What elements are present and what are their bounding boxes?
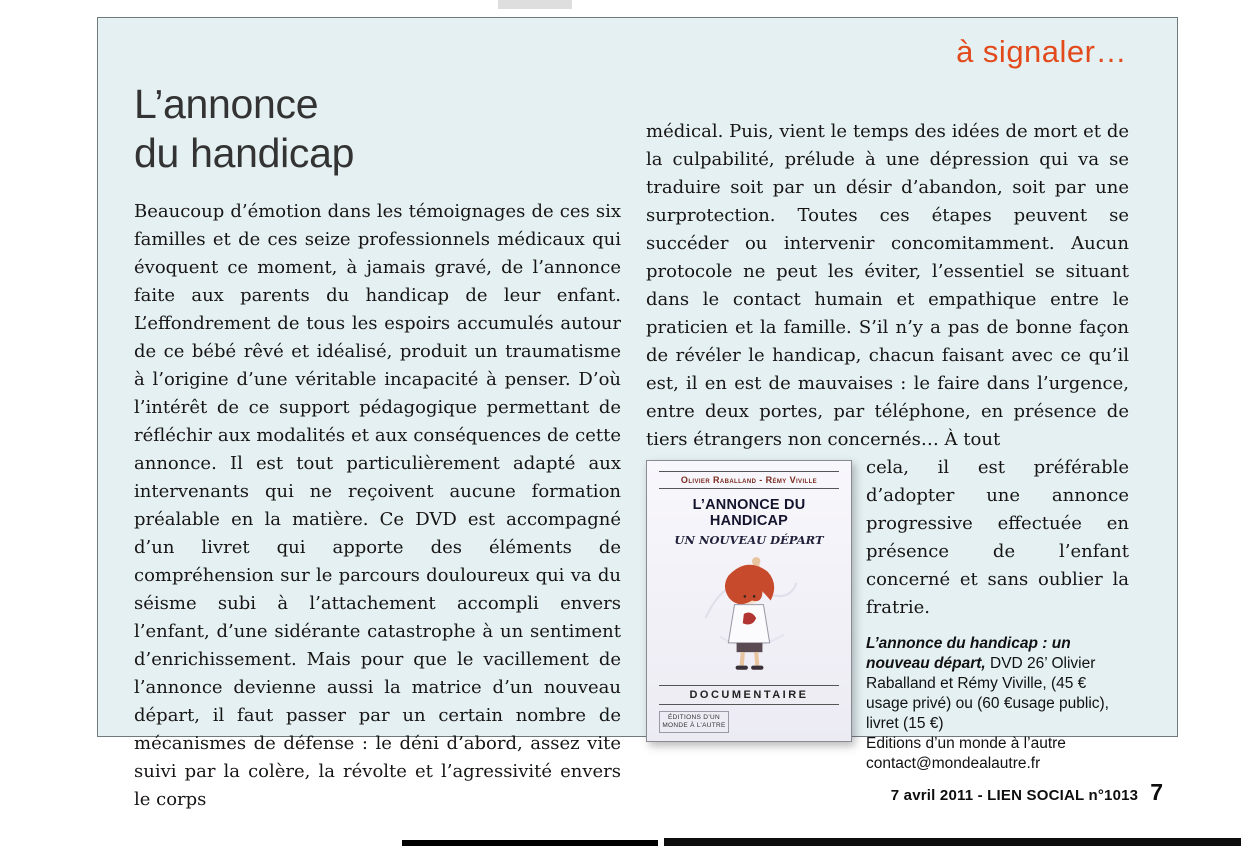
caption-publisher: Editions d’un monde à l’autre: [866, 735, 1066, 752]
scan-artifact-bottom-right: [664, 838, 1241, 846]
girl-illustration-icon: [697, 554, 801, 678]
dvd-genre-label: DOCUMENTAIRE: [659, 685, 839, 705]
body-paragraph-right-1: médical. Puis, vient le temps des idées de mort et de la culpabilité, prélude à une dépression qui va se traduire soit par un désir d’abandon, soit par une surprotection. Toutes ces étapes peuvent se succéder ou intervenir concomitamment. Aucun protocole ne peut les éviter, l’essentiel se situant dans le contact humain et empathique entre le praticien et la famille. S’il n’y a pas de bonne façon de révéler le handicap, chacun faisant avec ce qu’il est, il en est de mauvaises : le faire dans l’urgence, entre deux portes, par téléphone, en présence de tiers étrangers non concernés… À tout: [646, 121, 1129, 450]
page-title: [134, 80, 354, 178]
section-label: à signaler…: [956, 34, 1127, 69]
article-column-left: [134, 198, 621, 814]
caption-credits: DVD 26’ Olivier Raballand et Rémy Viville, (45 € usage privé) ou (60 €usage public), livret (15 €): [866, 655, 1109, 732]
dvd-publisher-logo: ÉDITIONS D’UN MONDE À L’AUTRE: [659, 711, 729, 733]
dvd-illustration: [659, 547, 839, 685]
page-title-line1: L’annonce: [134, 81, 319, 127]
dvd-subtitle: UN NOUVEAU DÉPART: [674, 533, 824, 547]
scan-artifact-bottom-left: [402, 840, 658, 846]
body-paragraph-left: Beaucoup d’émotion dans les témoignages de ces six familles et de ces seize professionnels médicaux qui évoquent ce moment, à jamais gravé, de l’annonce faite aux parents du handicap de leur enfant. L’effondrement de tous les espoirs accumulés autour de ce bébé rêvé et idéalisé, produit un traumatisme à l’origine d’une véritable incapacité à penser. D’où l’intérêt de ce support pédagogique permettant de réfléchir aux modalités et aux conséquences de cette annonce. Il est tout particulièrement adapté aux intervenants qui ne reçoivent aucune formation préalable en la matière. Ce DVD est accompagné d’un livret qui apporte des éléments de compréhension sur le parcours douloureux qui va du séisme subi à l’attachement accompli envers l’enfant, d’une sidérante catastrophe à un sentiment d’enrichissement. Mais pour que le vacillement de l’annonce devienne aussi la matrice d’un nouveau départ, il faut passer par un certain nombre de mécanismes de défense : le déni d’abord, assez vite suivi par la colère, la révolte et l’agressivité envers le corps: [134, 201, 621, 810]
media-wrap-zone: [646, 454, 1129, 774]
caption-title: L’annonce du handicap : un nouveau départ,: [866, 635, 1071, 672]
scan-artifact-top: [498, 0, 572, 9]
page-title-line2: du handicap: [134, 130, 355, 176]
body-paragraph-right-2: cela, il est préférable d’adopter une annonce progressive effectuée en présence de l’enfant concerné et sans oublier la fratrie.: [866, 457, 1129, 618]
footer-issue-info: 7 avril 2011 - LIEN SOCIAL n°1013: [890, 787, 1139, 804]
media-caption: [866, 634, 1129, 774]
caption-email: contact@mondealautre.fr: [866, 755, 1041, 772]
page-footer: [891, 779, 1163, 806]
dvd-title: L’ANNONCE DU HANDICAP: [692, 497, 806, 529]
caption-main: [866, 634, 1129, 734]
article-column-right: [646, 118, 1129, 774]
dvd-cover: [646, 460, 852, 742]
dvd-authors: Olivier Raballand - Rémy Viville: [659, 471, 839, 489]
footer-page-number: 7: [1150, 779, 1163, 805]
